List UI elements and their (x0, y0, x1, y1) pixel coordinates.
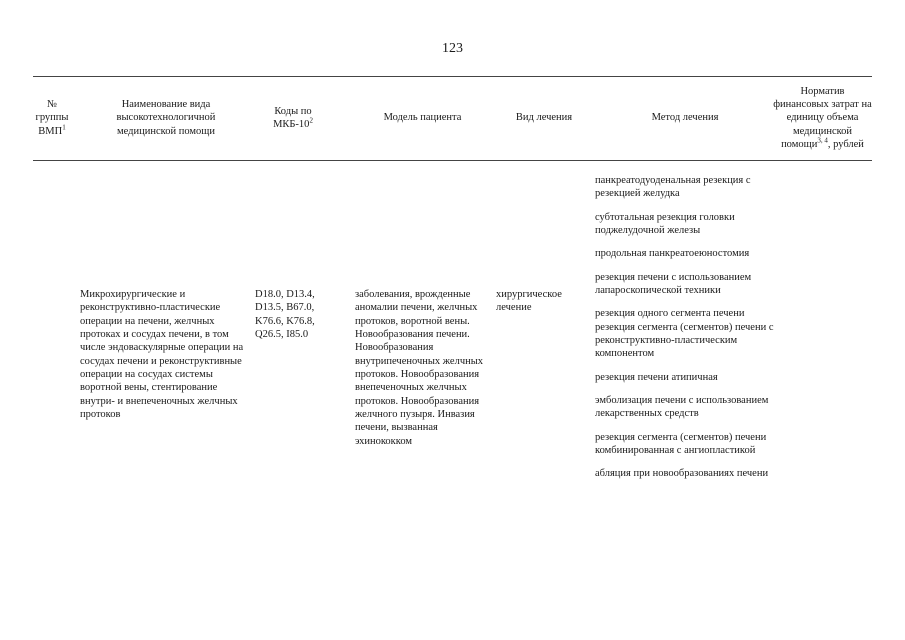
header-group-no (33, 76, 71, 160)
header-care-type-text: Наименование вида высокотехнологичной медицинской помощи (116, 99, 216, 137)
header-treatment-type-text: Вид лечения (515, 112, 573, 124)
method-item: абляция при новообразованиях печени (595, 468, 769, 480)
method-item: панкреатодуоденальная резекция с резекцией желудка (595, 175, 751, 200)
header-icd-codes (255, 76, 331, 160)
header-group-no-text: № группы ВМП (35, 99, 69, 137)
header-treatment-method-text: Метод лечения (651, 112, 719, 124)
method-item: резекция печени атипичная (595, 371, 718, 383)
header-icd-codes-footnote: 2 (309, 116, 313, 125)
method-item: резекция сегмента (сегментов) печени комбинированная с ангиопластикой (595, 431, 767, 456)
treatment-method-list (595, 174, 775, 491)
header-patient-model (355, 76, 490, 160)
cell-treatment-type: хирургическое лечение (496, 289, 562, 314)
method-item: резекция одного сегмента печени резекция сегмента (сегментов) печени с реконструктивно-пластическим компонентом (595, 308, 774, 360)
header-cost-norm-footnote: 3, 4 (817, 136, 828, 145)
header-cost-norm-text: Норматив финансовых затрат на единицу объема медицинской помощи (773, 85, 872, 150)
header-treatment-type (496, 76, 592, 160)
header-cost-norm (773, 76, 872, 160)
method-item: продольная панкреатоеюностомия (595, 248, 750, 260)
method-item: эмболизация печени с использованием лекарственных средств (595, 394, 769, 420)
header-treatment-method (595, 76, 775, 160)
header-group-no-footnote: 1 (62, 123, 66, 132)
cell-icd-codes: D18.0, D13.4, D13.5, B67.0, K76.6, K76.8, Q26.5, I85.0 (255, 289, 315, 340)
header-care-type (96, 76, 236, 160)
cell-patient-model: заболевания, врожденные аномалии печени, желчных протоков, воротной вены. Новообразования печени. Новообразования внутрипеченочных желчных протоков. Новообразования внепеченочных желчных протоков. Новообразования желчного пузыря. Инвазия печени, вызванная эхинококком (355, 289, 484, 447)
cell-care-type: Микрохирургические и реконструктивно-пластические операции на печени, желчных протоках и сосудах печени, в том числе эндоваскулярные операции на сосудах печени и реконструктивные операции на сосудах системы воротной вены, стентирование внутри- и внепеченочных желчных протоков (80, 289, 244, 420)
page-number: 123 (442, 41, 463, 56)
method-item: резекция печени с использованием лапароскопической техники (595, 271, 752, 296)
header-cost-norm-suffix: , рублей (827, 138, 864, 150)
header-icd-codes-text: Коды по МКБ-10 (273, 105, 312, 130)
method-item: субтотальная резекция головки поджелудочной железы (595, 211, 735, 236)
table-header-rule (33, 160, 872, 161)
header-patient-model-text: Модель пациента (383, 112, 462, 124)
